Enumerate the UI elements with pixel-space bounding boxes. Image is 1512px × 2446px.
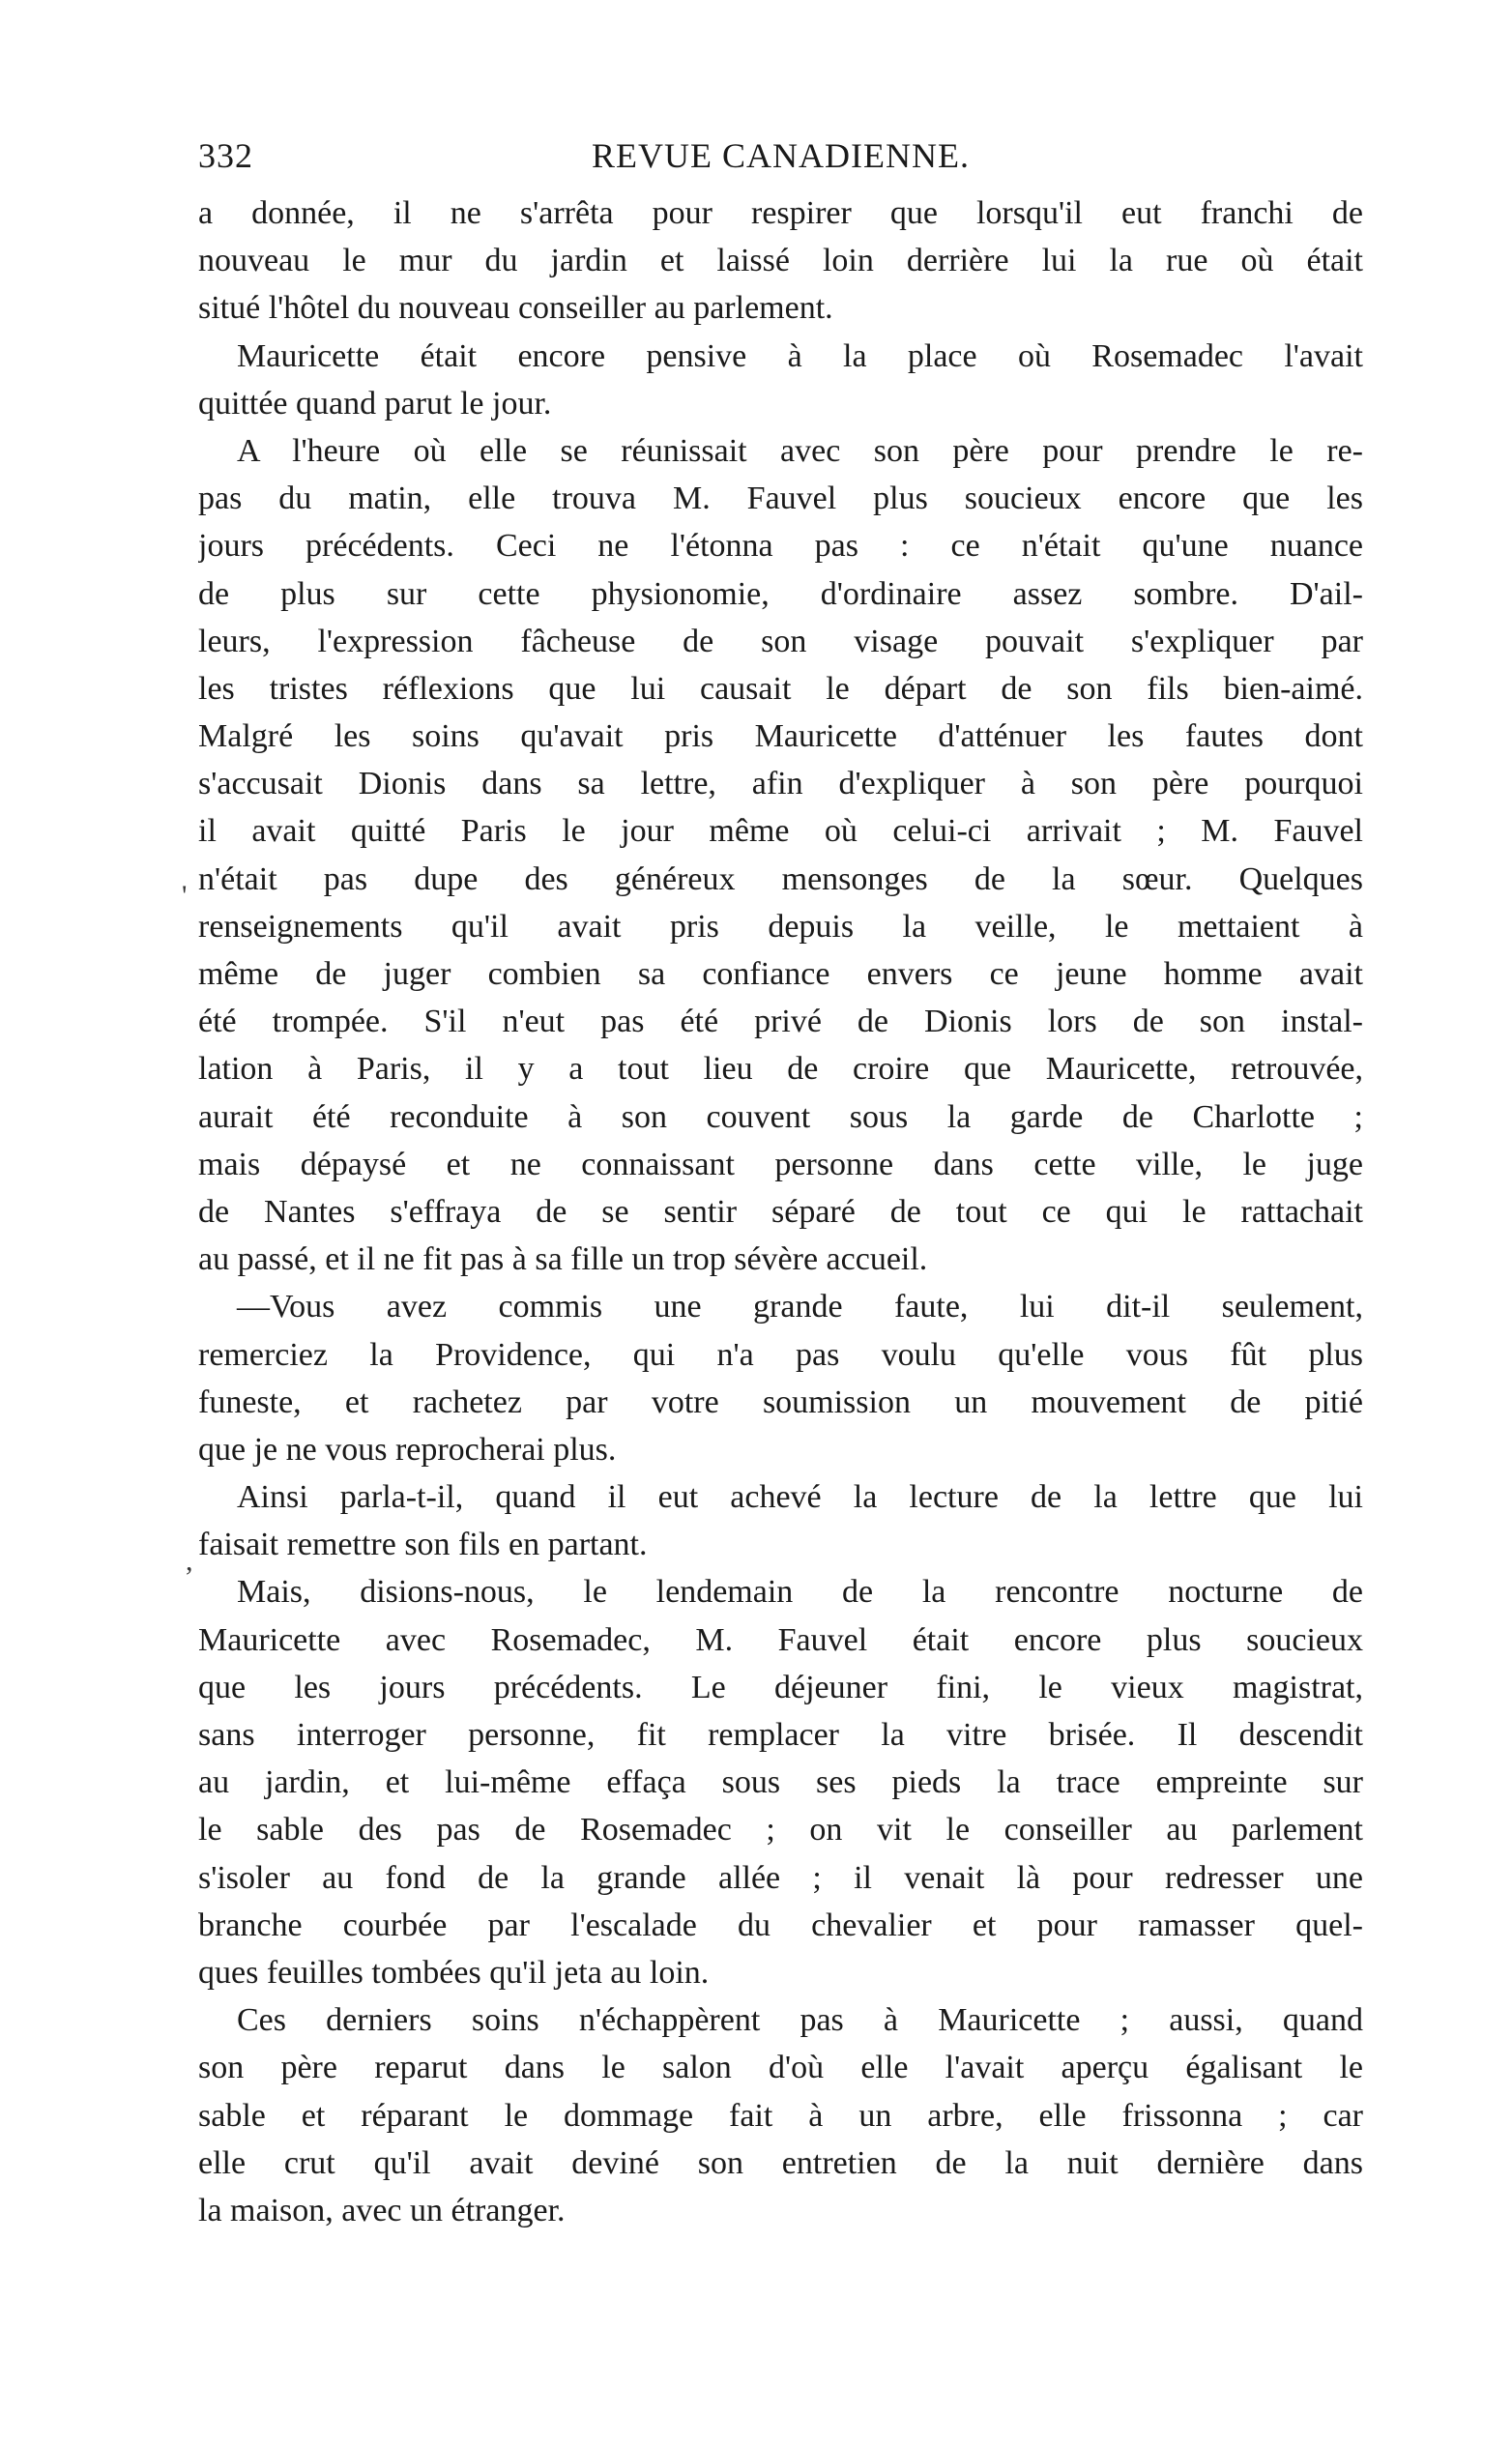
- text-line: elle crut qu'il avait deviné son entretien de la nuit dernière dans: [198, 2144, 1363, 2181]
- text-line: nouveau le mur du jardin et laissé loin derrière lui la rue où était: [198, 243, 1363, 279]
- text-line: branche courbée par l'escalade du chevalier et pour ramasser quel-: [198, 1907, 1363, 1943]
- margin-mark: ': [182, 880, 188, 912]
- text-line: que je ne vous reprocherai plus.: [198, 1431, 617, 1468]
- text-line: ques feuilles tombées qu'il jeta au loin.: [198, 1954, 710, 1991]
- text-line: son père reparut dans le salon d'où elle l'avait aperçu égalisant le: [198, 2050, 1363, 2086]
- text-line: situé l'hôtel du nouveau conseiller au parlement.: [198, 290, 833, 327]
- page-number: 332: [198, 136, 253, 175]
- text-line: le sable des pas de Rosemadec ; on vit le conseiller au parlement: [198, 1812, 1363, 1849]
- text-line: même de juger combien sa confiance envers ce jeune homme avait: [198, 956, 1363, 992]
- margin-mark: ,: [186, 1545, 193, 1577]
- text-line: a donnée, il ne s'arrêta pour respirer que lorsqu'il eut franchi de: [198, 195, 1363, 231]
- text-line: Malgré les soins qu'avait pris Mauricette d'atténuer les fautes dont: [198, 718, 1363, 755]
- text-line: faisait remettre son fils en partant.: [198, 1527, 648, 1563]
- text-line: s'isoler au fond de la grande allée ; il venait là pour redresser une: [198, 1859, 1363, 1896]
- text-line: que les jours précédents. Le déjeuner fini, le vieux magistrat,: [198, 1669, 1363, 1705]
- running-head: [198, 135, 1363, 189]
- text-line: Mauricette avec Rosemadec, M. Fauvel était encore plus soucieux: [198, 1621, 1363, 1658]
- text-line: les tristes réflexions que lui causait le départ de son fils bien-aimé.: [198, 670, 1363, 707]
- text-line: mais dépaysé et ne connaissant personne dans cette ville, le juge: [198, 1146, 1363, 1182]
- text-line: la maison, avec un étranger.: [198, 2192, 566, 2228]
- text-line: jours précédents. Ceci ne l'étonna pas : ce n'était qu'une nuance: [198, 528, 1363, 565]
- text-line: Ainsi parla-t-il, quand il eut achevé la lecture de la lettre que lui: [237, 1479, 1363, 1516]
- text-line: il avait quitté Paris le jour même où celui-ci arrivait ; M. Fauvel: [198, 813, 1363, 850]
- text-line: sans interroger personne, fit remplacer la vitre brisée. Il descendit: [198, 1717, 1363, 1753]
- text-line: quittée quand parut le jour.: [198, 385, 552, 422]
- text-line: n'était pas dupe des généreux mensonges de la sœur. Quelques: [198, 860, 1363, 897]
- text-line: sable et réparant le dommage fait à un arbre, elle frissonna ; car: [198, 2097, 1363, 2134]
- text-line: leurs, l'expression fâcheuse de son visage pouvait s'expliquer par: [198, 623, 1363, 659]
- text-line: —Vous avez commis une grande faute, lui dit-il seulement,: [237, 1289, 1363, 1325]
- body-text: [198, 189, 1363, 2234]
- text-line: de plus sur cette physionomie, d'ordinaire assez sombre. D'ail-: [198, 575, 1363, 612]
- text-line: été trompée. S'il n'eut pas été privé de Dionis lors de son instal-: [198, 1004, 1363, 1040]
- text-line: remerciez la Providence, qui n'a pas voulu qu'elle vous fût plus: [198, 1336, 1363, 1373]
- text-line: A l'heure où elle se réunissait avec son père pour prendre le re-: [237, 432, 1363, 469]
- text-line: au jardin, et lui-même effaça sous ses pieds la trace empreinte sur: [198, 1764, 1363, 1801]
- running-title: REVUE CANADIENNE.: [592, 136, 970, 175]
- text-line: Ces derniers soins n'échappèrent pas à Mauricette ; aussi, quand: [237, 2002, 1363, 2039]
- text-line: Mauricette était encore pensive à la place où Rosemadec l'avait: [237, 337, 1363, 374]
- text-line: funeste, et rachetez par votre soumission un mouvement de pitié: [198, 1383, 1363, 1420]
- text-line: de Nantes s'effraya de se sentir séparé de tout ce qui le rattachait: [198, 1193, 1363, 1230]
- text-line: au passé, et il ne fit pas à sa fille un trop sévère accueil.: [198, 1241, 928, 1278]
- text-line: pas du matin, elle trouva M. Fauvel plus soucieux encore que les: [198, 480, 1363, 517]
- text-line: s'accusait Dionis dans sa lettre, afin d'expliquer à son père pourquoi: [198, 766, 1363, 802]
- text-line: lation à Paris, il y a tout lieu de croire que Mauricette, retrouvée,: [198, 1051, 1363, 1088]
- text-line: Mais, disions-nous, le lendemain de la rencontre nocturne de: [237, 1574, 1363, 1611]
- book-page: [198, 135, 1363, 2234]
- text-line: aurait été reconduite à son couvent sous la garde de Charlotte ;: [198, 1098, 1363, 1135]
- text-line: renseignements qu'il avait pris depuis la veille, le mettaient à: [198, 908, 1363, 945]
